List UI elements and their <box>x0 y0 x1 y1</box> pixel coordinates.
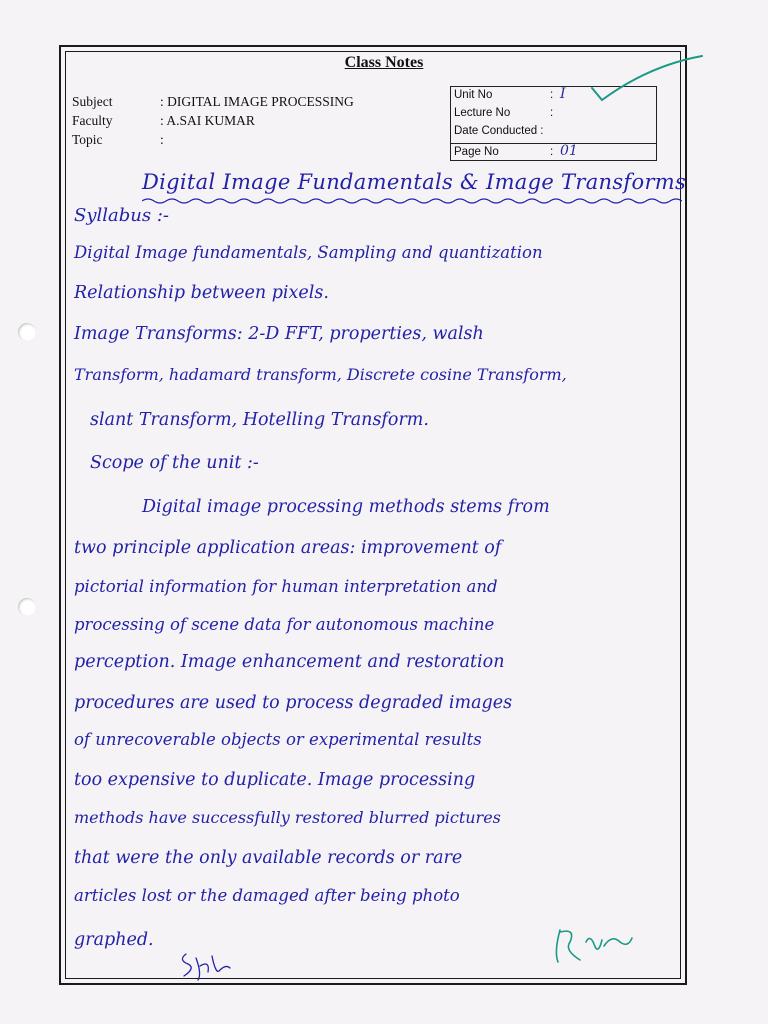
syllabus-line-1: Digital Image fundamentals, Sampling and quantization <box>74 243 543 262</box>
paragraph-line-11: articles lost or the damaged after being photo <box>74 886 460 905</box>
syllabus-label: Syllabus :- <box>74 205 169 226</box>
check-mark-icon <box>588 52 708 104</box>
paragraph-line-2: two principle application areas: improvement of <box>74 538 502 558</box>
syllabus-line-5: slant Transform, Hotelling Transform. <box>90 410 429 430</box>
page-no-row <box>454 143 654 164</box>
paragraph-line-9: methods have successfully restored blurred pictures <box>74 808 501 827</box>
paragraph-line-10: that were the only available records or rare <box>74 848 463 868</box>
scope-label: Scope of the unit :- <box>90 453 259 473</box>
header-info <box>72 92 354 149</box>
syllabus-line-2: Relationship between pixels. <box>74 283 329 303</box>
page-no-value: 01 <box>560 143 578 159</box>
unit-box-divider <box>451 143 656 144</box>
date-conducted-label: Date Conducted : <box>454 125 544 137</box>
lecture-no-label: Lecture No <box>454 107 511 119</box>
punch-hole-bottom <box>18 598 36 616</box>
handwritten-signature-right <box>546 922 636 970</box>
lecture-no-row <box>454 107 654 125</box>
syllabus-line-4: Transform, hadamard transform, Discrete cosine Transform, <box>74 365 567 384</box>
paragraph-line-7: of unrecoverable objects or experimental results <box>74 730 482 749</box>
faculty-row <box>72 111 354 130</box>
subject-row <box>72 92 354 111</box>
paragraph-line-12: graphed. <box>74 930 154 950</box>
page-no-colon: : <box>550 146 554 158</box>
unit-no-colon: : <box>550 89 554 101</box>
lecture-no-colon: : <box>550 107 554 119</box>
topic-row <box>72 130 354 149</box>
date-conducted-row <box>454 125 654 143</box>
syllabus-line-3: Image Transforms: 2-D FFT, properties, walsh <box>74 324 484 344</box>
unit-no-value: I <box>560 86 566 102</box>
topic-value: : <box>160 132 164 147</box>
heading-underline <box>142 196 682 206</box>
paragraph-line-6: procedures are used to process degraded images <box>74 693 513 713</box>
faculty-label: Faculty <box>72 113 113 128</box>
page-no-label: Page No <box>454 146 499 158</box>
topic-label: Topic <box>72 132 103 147</box>
handwritten-signature-left <box>176 946 236 982</box>
faculty-value: : A.SAI KUMAR <box>160 113 255 128</box>
subject-value: : DIGITAL IMAGE PROCESSING <box>160 94 354 109</box>
subject-label: Subject <box>72 94 113 109</box>
punch-hole-top <box>18 323 36 341</box>
class-notes-title: Class Notes <box>344 54 424 71</box>
paragraph-line-5: perception. Image enhancement and restoration <box>74 652 505 672</box>
paragraph-line-1: Digital image processing methods stems from <box>142 497 550 517</box>
paragraph-line-3: pictorial information for human interpretation and <box>74 577 498 596</box>
unit-no-label: Unit No <box>454 89 493 101</box>
paragraph-line-8: too expensive to duplicate. Image processing <box>74 770 476 790</box>
notes-heading: Digital Image Fundamentals & Image Transforms <box>142 170 687 194</box>
paragraph-line-4: processing of scene data for autonomous machine <box>74 615 495 634</box>
